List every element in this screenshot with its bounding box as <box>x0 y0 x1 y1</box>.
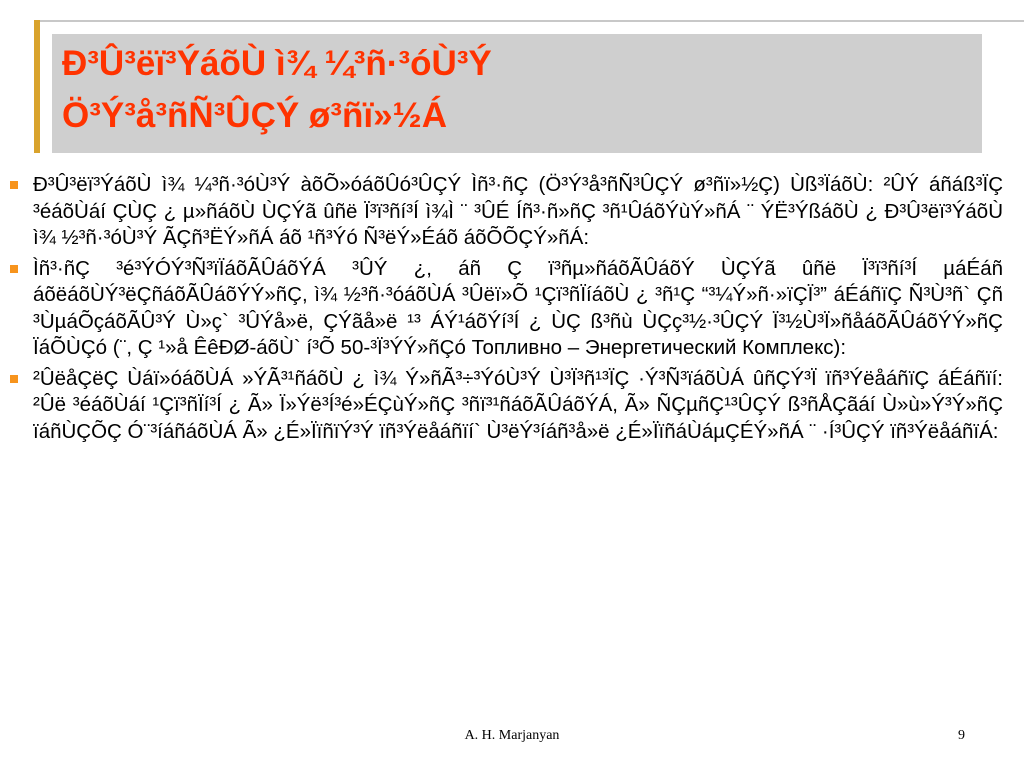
bullet-item <box>10 366 1003 446</box>
bullet-text: ²ÛëåÇëÇ Ùáï»óáõÙÁ »ÝÃ³¹ñáõÙ ¿ ì¾ Ý»ñÃ³÷³ÝóÙ³Ý Ù³Ï³ñ¹³ÏÇ ·Ý³Ñ³ïáõÙÁ ûñÇÝ³Ï ïñ³ÝëåáñïÇ áÉáñïí: ²Ûë ³éáõÙáí ¹Çï³ñÏí³Í ¿ Ã» Ï»Ýë³Í³é»ÉÇùÝ»ñÇ ³ñï³¹ñáõÃÛáõÝÁ, Ã» ÑÇµñÇ¹³ÛÇÝ ß³ñÅÇãáí Ù»ù»Ý³Ý»ñÇ ïáñÙÇÕÇ Ó¨³íáñáõÙÁ Ã» ¿É»ÏïñïÝ³Ý ïñ³Ýëåáñïí` Ù³ëÝ³íáñ³å»ë ¿É»ÏïñáÙáµÇÉÝ»ñÁ ¨ ·Í³ÛÇÝ ïñ³ÝëåáñïÁ: <box>33 366 1003 443</box>
square-bullet-icon <box>10 265 18 273</box>
square-bullet-icon <box>10 375 18 383</box>
bullet-item <box>10 172 1003 252</box>
slide-title: Ð³Û³ëï³ÝáõÙ ì¾ ¼³ñ·³óÙ³Ý Ö³Ý³å³ñÑ³ÛÇÝ ø³ñï»½Á <box>62 44 492 135</box>
footer-author: A. H. Marjanyan <box>464 728 560 743</box>
bullet-list <box>10 172 1003 449</box>
page-number: 9 <box>958 728 965 743</box>
left-accent-line <box>34 20 40 153</box>
bullet-text: Ìñ³·ñÇ ³é³ÝÓÝ³Ñ³ïÏáõÃÛáõÝÁ ³ÛÝ ¿, áñ Ç ï³ñµ»ñáõÃÛáõÝ ÙÇÝã ûñë Ï³ï³ñí³Í µáÉáñ áõëáõÙÝ³ëÇñáõÃÛáõÝÝ»ñÇ, ì¾ ½³ñ·³óáõÙÁ ³Ûëï»Õ ¹Çï³ñÏíáõÙ ¿ ³ñ¹Ç “³¼Ý»ñ·»ïÇÏ³” áÉáñïÇ Ñ³Ù³ñ` Çñ ³ÙµáÕçáõÃÛ³Ý Ù»ç` ³ÛÝå»ë, ÇÝãå»ë ¹³ ÁÝ¹áõÝí³Í ¿ ÙÇ ß³ñù ÙÇç³½·³ÛÇÝ Ï³½Ù³Ï»ñåáõÃÛáõÝÝ»ñÇ ÏáÕÙÇó (¨, Ç ¹»å ÊêÐØ-áõÙ` í³Õ 50-³Ï³ÝÝ»ñÇó Топливно – Энергетический Комплекс): <box>33 256 1003 359</box>
top-divider-line <box>34 20 1024 22</box>
bullet-text: Ð³Û³ëï³ÝáõÙ ì¾ ¼³ñ·³óÙ³Ý àõÕ»óáõÛó³ÛÇÝ Ìñ³·ñÇ (Ö³Ý³å³ñÑ³ÛÇÝ ø³ñï»½Ç) Ùß³ÏáõÙ: ²ÛÝ áñáß³ÏÇ ³éáõÙáí ÇÙÇ ¿ µ»ñáõÙ ÙÇÝã ûñë Ï³ï³ñí³Í ì¾Ì ¨ ³ÛÉ Íñ³·ñ»ñÇ ³ñ¹ÛáõÝùÝ»ñÁ ¨ ÝË³ÝßáõÙ ¿ Ð³Û³ëï³ÝáõÙ ì¾ ½³ñ·³óÙ³Ý ÃÇñ³ËÝ»ñÁ áõ ¹ñ³Ýó Ñ³ëÝ»Éáõ áõÕÕÇÝ»ñÁ: <box>33 173 1003 249</box>
bullet-item <box>10 256 1003 362</box>
square-bullet-icon <box>10 181 18 189</box>
